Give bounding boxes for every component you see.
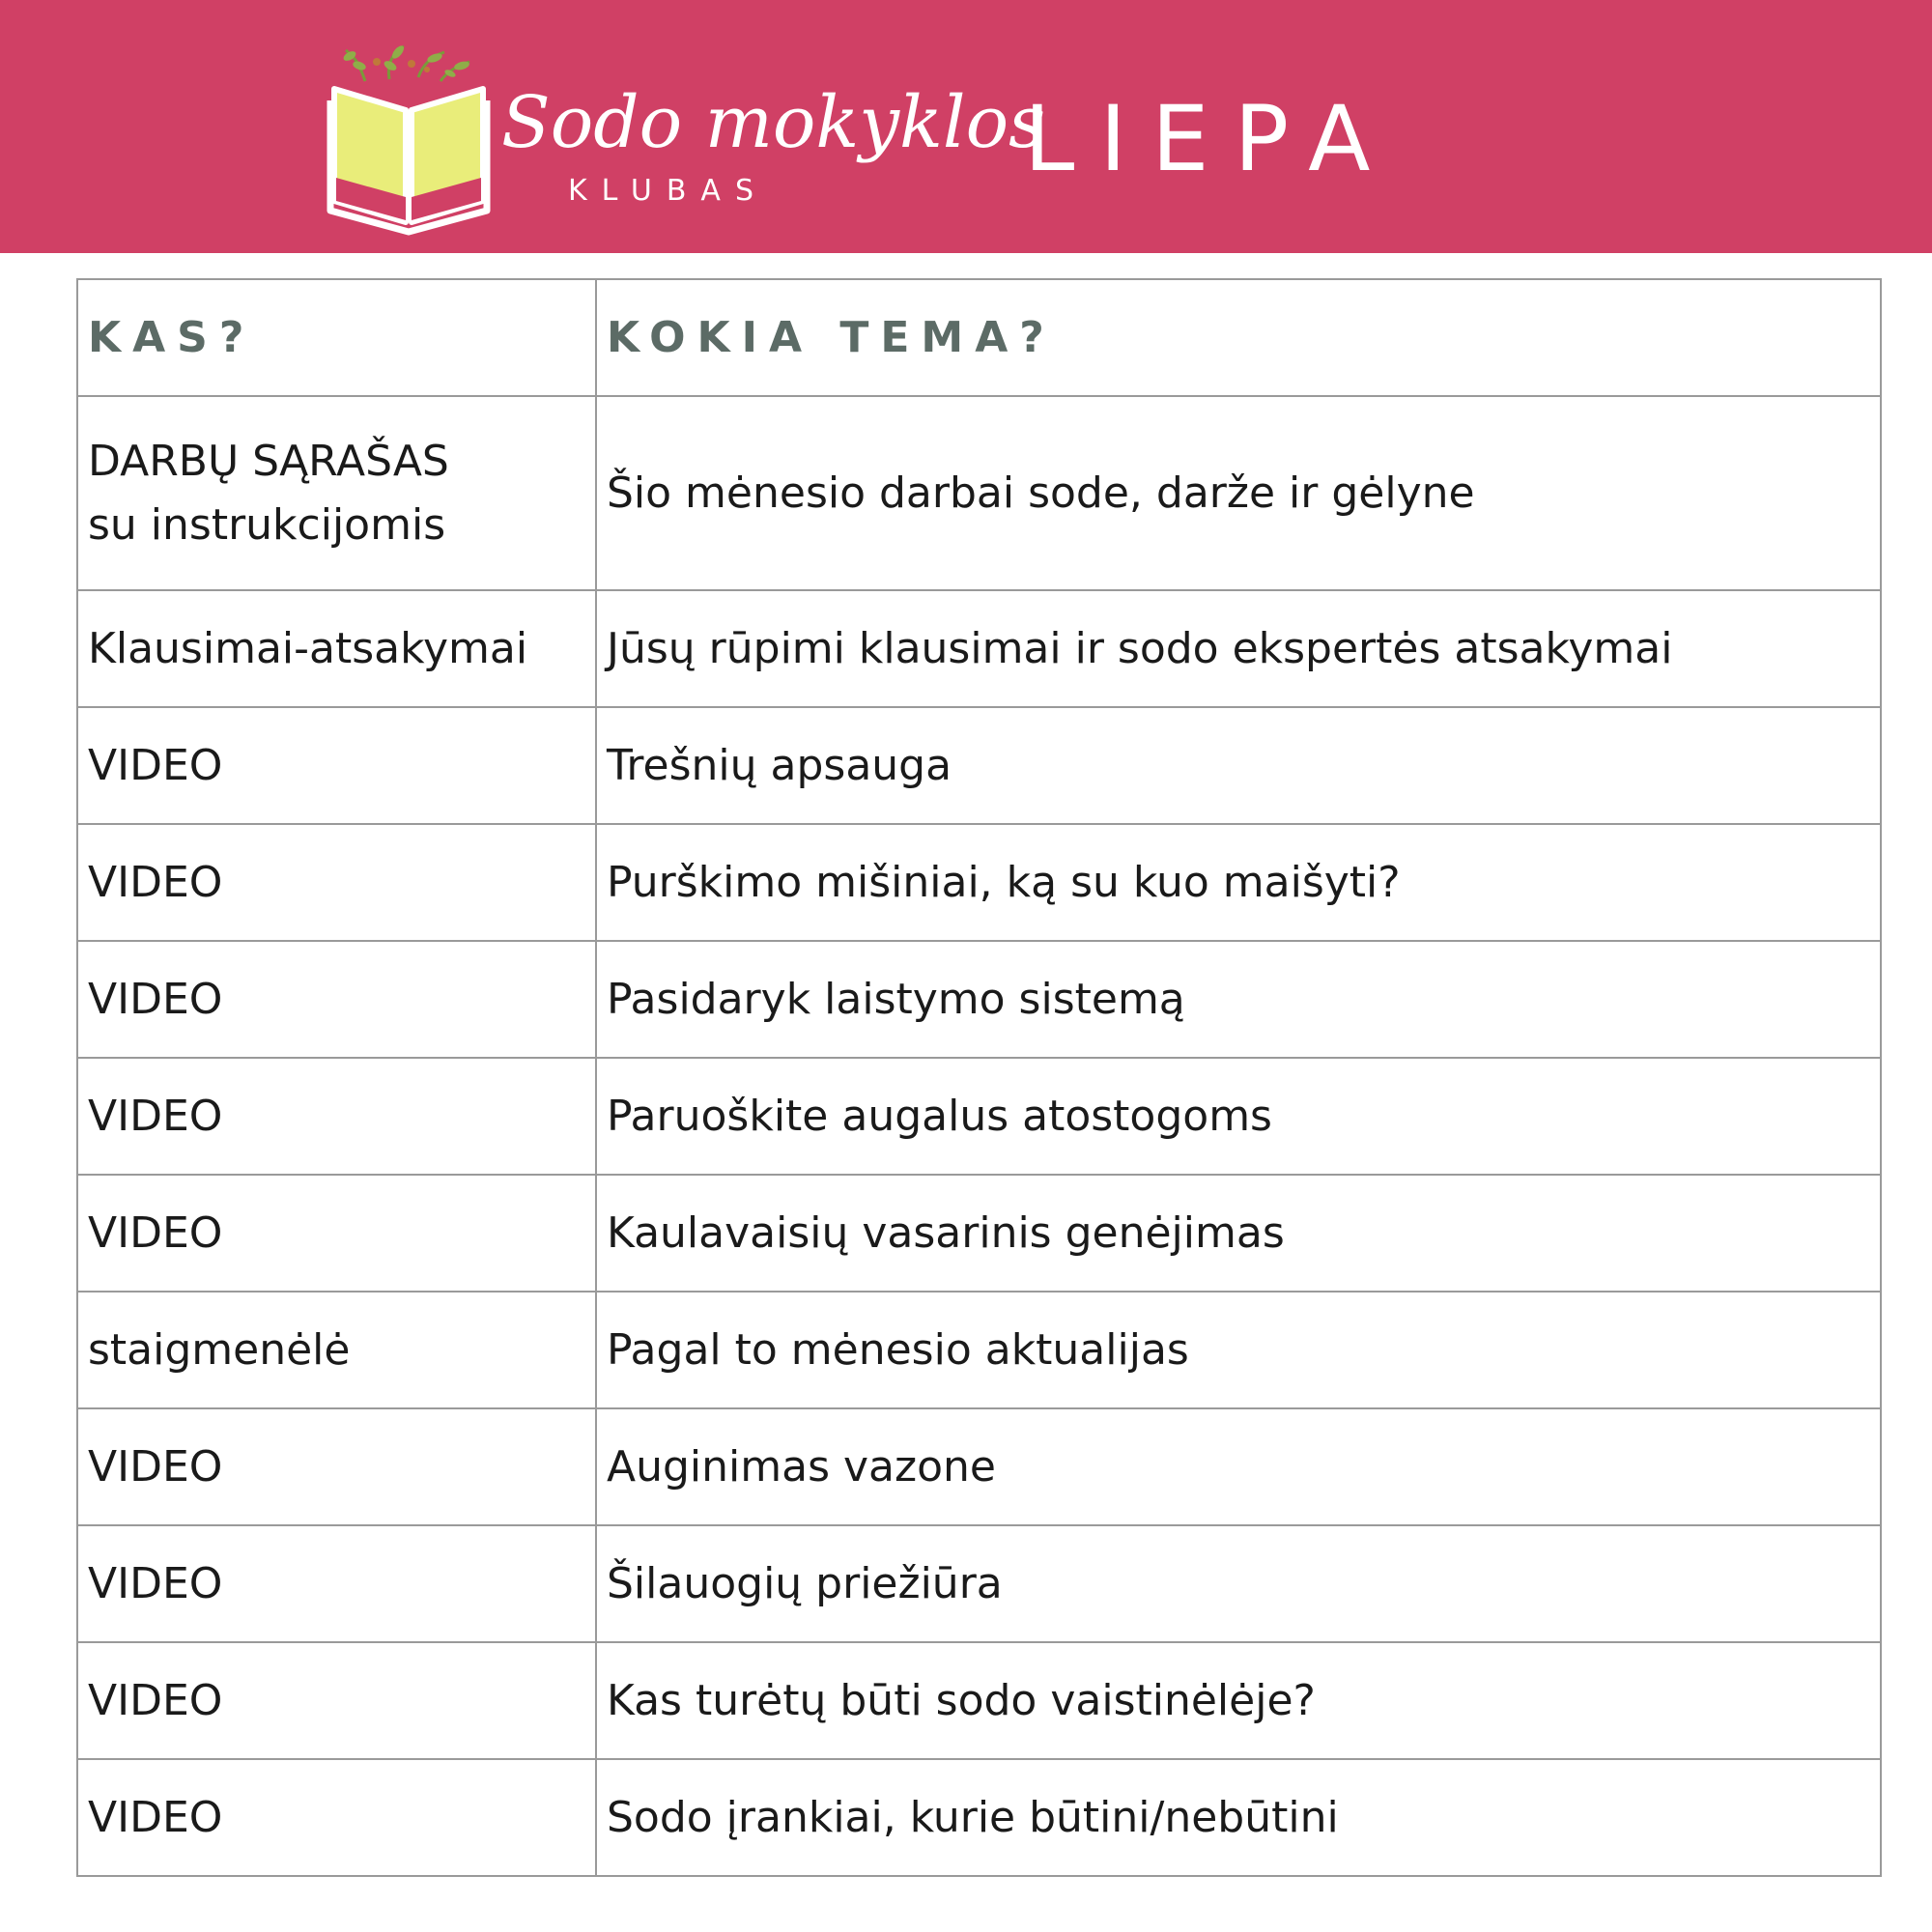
header-banner: [0, 0, 1932, 253]
table-row: [77, 707, 1881, 824]
cell-topic: Paruoškite augalus atostogoms: [596, 1058, 1881, 1175]
header-topic: KOKIA TEMA?: [596, 279, 1881, 396]
table-row: [77, 1759, 1881, 1876]
cell-topic: Pagal to mėnesio aktualijas: [596, 1292, 1881, 1408]
cell-topic: Kas turėtų būti sodo vaistinėlėje?: [596, 1642, 1881, 1759]
cell-who: staigmenėlė: [77, 1292, 596, 1408]
cell-who: VIDEO: [77, 1175, 596, 1292]
cell-topic: Sodo įrankiai, kurie būtini/nebūtini: [596, 1759, 1881, 1876]
header-who: KAS?: [77, 279, 596, 396]
cell-who: VIDEO: [77, 707, 596, 824]
cell-who: [77, 396, 596, 590]
brand-subtitle: KLUBAS: [568, 174, 768, 208]
table-row: [77, 1525, 1881, 1642]
cell-topic: Auginimas vazone: [596, 1408, 1881, 1525]
open-book-logo-icon: [327, 43, 491, 232]
cell-who: VIDEO: [77, 941, 596, 1058]
cell-who: VIDEO: [77, 1058, 596, 1175]
table-row: [77, 1175, 1881, 1292]
cell-topic: Kaulavaisių vasarinis genėjimas: [596, 1175, 1881, 1292]
cell-topic: Trešnių apsauga: [596, 707, 1881, 824]
table-row: [77, 396, 1881, 590]
table-row: [77, 1292, 1881, 1408]
table-row: [77, 590, 1881, 707]
cell-topic: Šilauogių priežiūra: [596, 1525, 1881, 1642]
cell-who: VIDEO: [77, 1759, 596, 1876]
cell-topic: Purškimo mišiniai, ką su kuo maišyti?: [596, 824, 1881, 941]
page-title: LIEPA: [1024, 87, 1396, 192]
table-header-row: [77, 279, 1881, 396]
cell-topic: Šio mėnesio darbai sode, darže ir gėlyne: [596, 396, 1881, 590]
cell-topic: Pasidaryk laistymo sistemą: [596, 941, 1881, 1058]
table-row: [77, 1408, 1881, 1525]
cell-who: VIDEO: [77, 1408, 596, 1525]
table-row: [77, 1058, 1881, 1175]
cell-who-line1: DARBŲ SĄRAŠAS: [88, 436, 449, 486]
table-row: [77, 1642, 1881, 1759]
cell-who: VIDEO: [77, 1525, 596, 1642]
cell-who: Klausimai-atsakymai: [77, 590, 596, 707]
table-row: [77, 824, 1881, 941]
cell-who-line2: su instrukcijomis: [88, 499, 446, 550]
cell-topic: Jūsų rūpimi klausimai ir sodo ekspertės atsakymai: [596, 590, 1881, 707]
brand-script-wordmark: [497, 50, 1046, 176]
schedule-table: [76, 278, 1882, 1877]
cell-who: VIDEO: [77, 824, 596, 941]
brand-script-text: Sodo mokyklos: [501, 81, 1046, 164]
cell-who: VIDEO: [77, 1642, 596, 1759]
table-row: [77, 941, 1881, 1058]
